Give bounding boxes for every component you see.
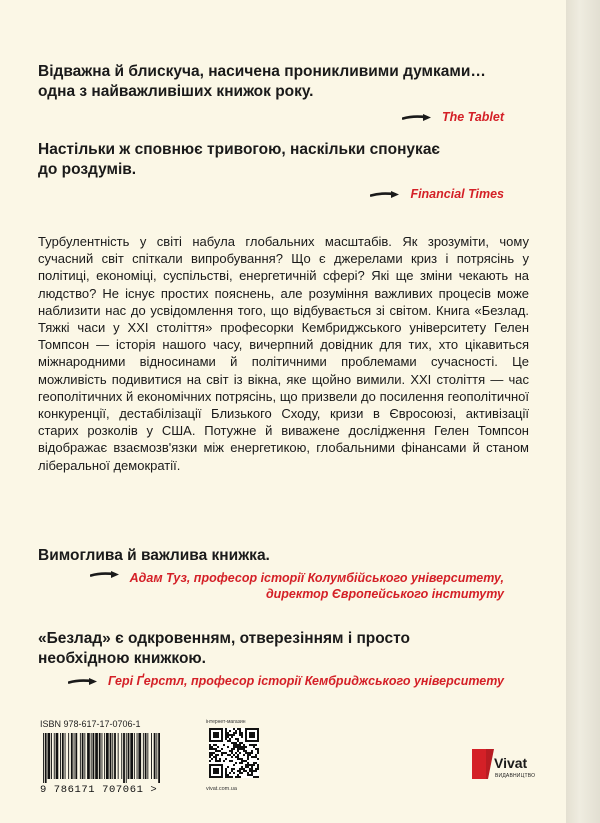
quote-1-attribution [402, 109, 504, 125]
book-spine-edge [566, 0, 600, 823]
quote-2 [38, 140, 528, 180]
quote-4-attribution [68, 673, 504, 689]
quote-source: Financial Times [410, 187, 504, 201]
qr-block [206, 719, 262, 792]
quote-4 [38, 629, 528, 669]
qr-label: інтернет-магазин [206, 719, 246, 725]
qr-url: vivat.com.ua [206, 786, 237, 792]
quote-source: The Tablet [441, 110, 504, 124]
publisher-name: Vivat [494, 755, 528, 771]
quote-line: необхідною книжкою. [38, 650, 206, 667]
qr-code-icon [209, 728, 259, 778]
isbn-number: ISBN 978-617-17-0706-1 [40, 719, 141, 729]
quote-line: «Безлад» є одкровенням, отверезінням і просто [38, 630, 411, 647]
quote-line: Вимоглива й важлива книжка. [38, 547, 270, 564]
quote-1 [38, 62, 528, 102]
quote-line: Відважна й блискуча, насичена проникливими думками… [38, 63, 486, 80]
book-description: Турбулентність у світі набула глобальних масштабів. Як зрозуміти, чому сучасний світ спіткали випробування? Що є джерелами криз і потрясінь у політиці, економіці, суспільстві, енергетичній сфері? Які ще зміни чекають на людство? Не існує простих пояснень, але розуміння важливих процесів може наблизити нас до усвідомлення того, що відбувається зі світом. Книга «Безлад. Тяжкі часи у XXI століття» професорки Кембриджського університету Гелен Томпсон — історія нашого часу, вичерпний довідник для тих, хто цікавиться міжнародними відносинами й політичними проблемами сучасності. Це можливість подивитися на світ із вікна, яке щойно вимили. XXI століття — час геополітичних й економічних потрясінь, що призвели до посилення геополітичної конкуренції, дестабілізації Близького Сходу, кризи в Євросоюзі, активізації старих розколів у США. Потужне й виважене дослідження Гелен Томпсон відображає взаємозв'язки між енергетикою, глобальними фінансами й станом ліберальної демократії. [38, 234, 529, 473]
quote-2-attribution [370, 186, 504, 202]
barcode-digits: 9 786171 707061 > [40, 784, 158, 796]
publisher-logo [470, 747, 542, 781]
quote-source: Гері Ґерстл, професор історії Кембриджського університету [107, 674, 504, 688]
quote-line: одна з найважливіших книжок року. [38, 83, 314, 100]
barcode-icon [40, 733, 166, 783]
arrow-icon [402, 113, 432, 122]
publisher-subtitle: ВИДАВНИЦТВО [495, 773, 536, 779]
quote-line: до роздумів. [38, 161, 137, 178]
quote-3-attribution [90, 570, 504, 602]
arrow-icon [90, 570, 120, 579]
quote-source: Адам Туз, професор історії Колумбійського університету, [129, 571, 504, 585]
quote-source: директор Європейського інституту [265, 587, 504, 601]
quote-line: Настільки ж сповнює тривогою, наскільки спонукає [38, 141, 440, 158]
isbn-barcode-block [40, 719, 166, 796]
quote-3 [38, 546, 528, 566]
arrow-icon [370, 190, 400, 199]
arrow-icon [68, 677, 98, 686]
